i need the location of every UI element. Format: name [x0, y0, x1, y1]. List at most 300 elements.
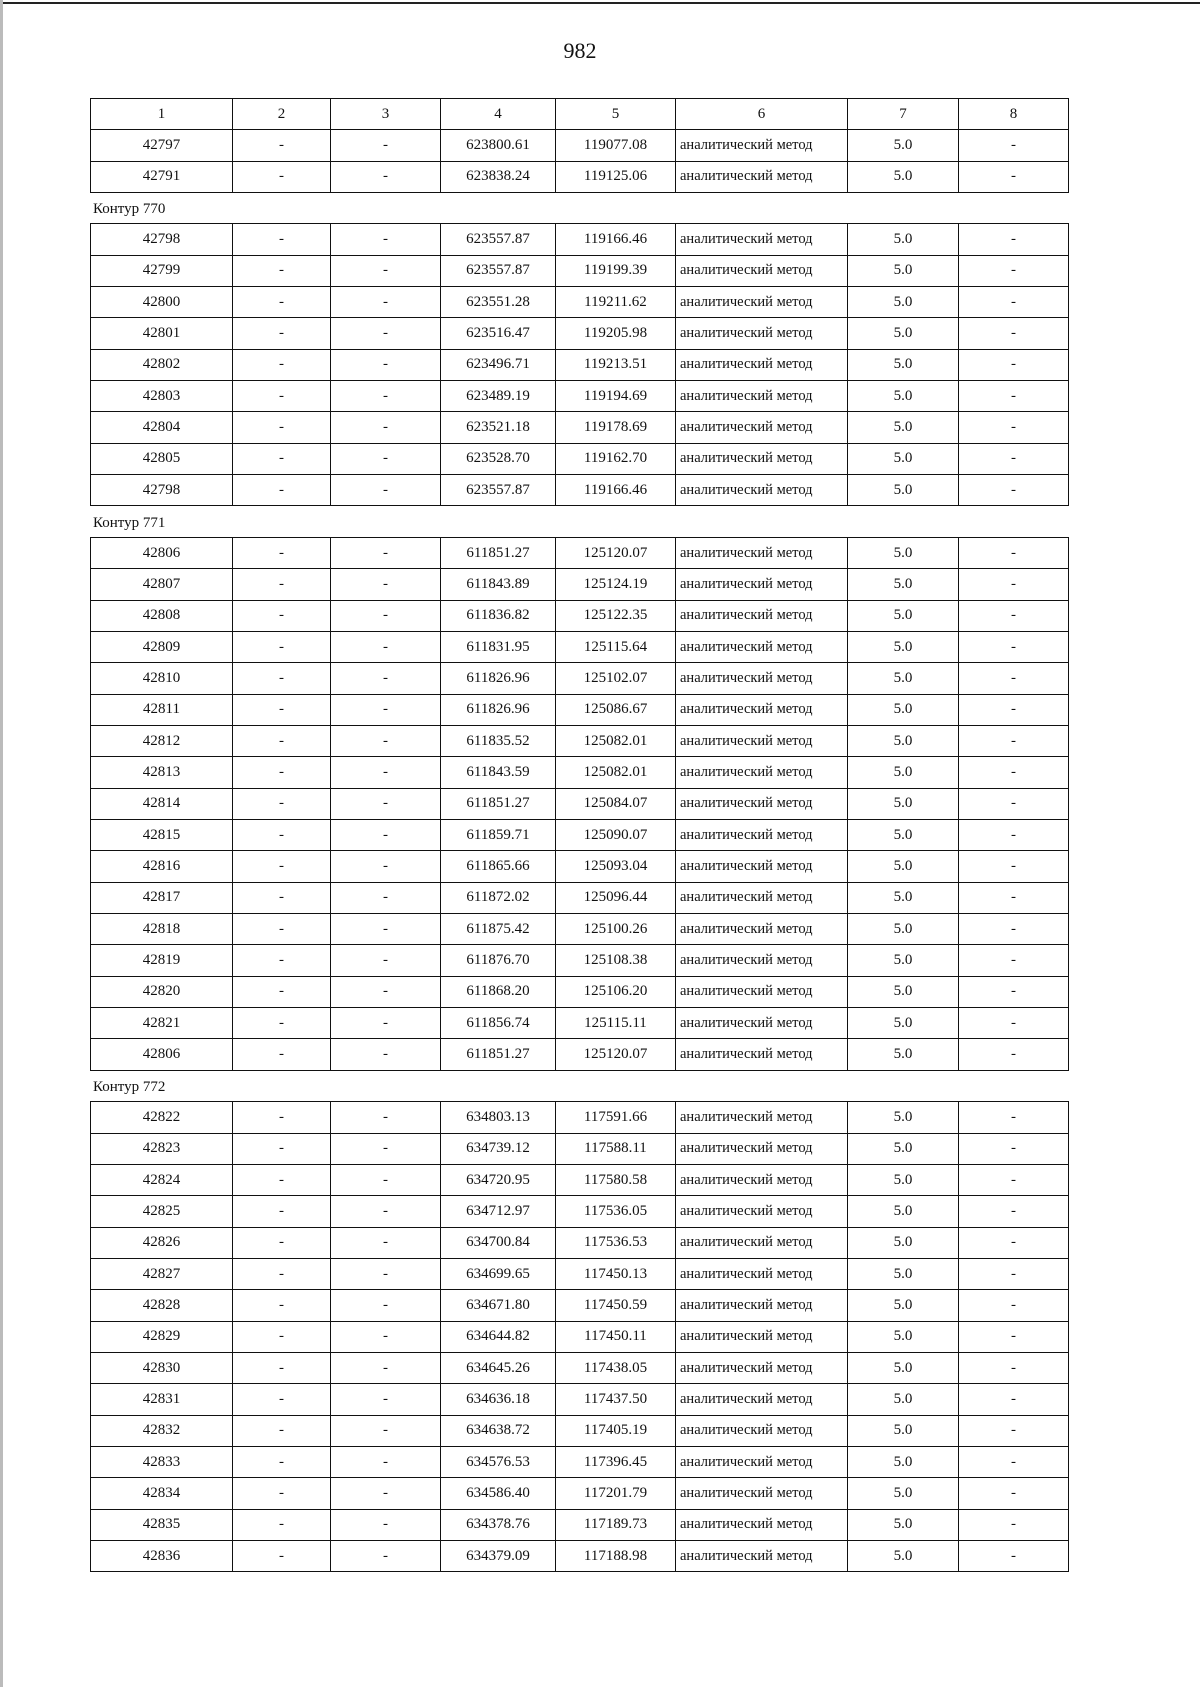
table-cell: 125102.07	[556, 663, 676, 694]
table-cell: 5.0	[848, 882, 959, 913]
table-cell: -	[331, 1164, 441, 1195]
table-cell: 117450.59	[556, 1290, 676, 1321]
table-row	[91, 631, 1069, 662]
contour-label: Контур 772	[93, 1078, 166, 1095]
table-cell: -	[233, 1133, 331, 1164]
table-cell: -	[959, 851, 1069, 882]
table-cell: 117396.45	[556, 1446, 676, 1477]
table-cell: -	[233, 819, 331, 850]
table-cell: аналитический метод	[676, 1227, 848, 1258]
table-row	[91, 569, 1069, 600]
table-cell: -	[233, 318, 331, 349]
table-cell: 5.0	[848, 1164, 959, 1195]
table-row	[91, 1384, 1069, 1415]
table-row	[91, 1039, 1069, 1070]
table-cell: 42823	[91, 1133, 233, 1164]
table-cell: -	[331, 1541, 441, 1572]
table-cell: 119199.39	[556, 255, 676, 286]
table-cell: -	[331, 600, 441, 631]
table-cell: -	[959, 412, 1069, 443]
table-cell: 5.0	[848, 1290, 959, 1321]
table-cell: -	[233, 914, 331, 945]
table-cell: 5.0	[848, 1227, 959, 1258]
table-row	[91, 287, 1069, 318]
table-row	[91, 475, 1069, 506]
table-cell: -	[331, 1509, 441, 1540]
table-cell: -	[331, 224, 441, 255]
header-cell: 7	[848, 99, 959, 130]
table-cell: -	[959, 537, 1069, 568]
table-cell: 119205.98	[556, 318, 676, 349]
table-cell: 634700.84	[441, 1227, 556, 1258]
table-cell: 5.0	[848, 1321, 959, 1352]
table-cell: 42814	[91, 788, 233, 819]
table-cell: -	[233, 1196, 331, 1227]
table-cell: 5.0	[848, 1509, 959, 1540]
table-cell: аналитический метод	[676, 1541, 848, 1572]
table-row	[91, 694, 1069, 725]
contour-label: Контур 771	[93, 514, 166, 531]
table-cell: -	[233, 1478, 331, 1509]
table-cell: аналитический метод	[676, 1478, 848, 1509]
table-row	[91, 976, 1069, 1007]
table-cell: -	[959, 161, 1069, 192]
table-cell: аналитический метод	[676, 851, 848, 882]
table-cell: 5.0	[848, 663, 959, 694]
table-cell: 611826.96	[441, 694, 556, 725]
table-cell: 42798	[91, 475, 233, 506]
table-cell: -	[331, 1196, 441, 1227]
table-cell: 117188.98	[556, 1541, 676, 1572]
table-cell: 117450.11	[556, 1321, 676, 1352]
table-cell: 125100.26	[556, 914, 676, 945]
table-cell: аналитический метод	[676, 412, 848, 443]
table-cell: 42803	[91, 381, 233, 412]
table-cell: аналитический метод	[676, 945, 848, 976]
table-cell: 117588.11	[556, 1133, 676, 1164]
table-cell: -	[959, 788, 1069, 819]
table-cell: -	[233, 788, 331, 819]
table-row	[91, 914, 1069, 945]
table-cell: -	[233, 287, 331, 318]
table-cell: -	[233, 882, 331, 913]
table-row	[91, 161, 1069, 192]
table-row	[91, 224, 1069, 255]
table-cell: -	[233, 224, 331, 255]
table-cell: 611835.52	[441, 725, 556, 756]
table-cell: аналитический метод	[676, 224, 848, 255]
table-cell: -	[959, 725, 1069, 756]
table-cell: 125106.20	[556, 976, 676, 1007]
table-cell: аналитический метод	[676, 882, 848, 913]
table-cell: -	[233, 694, 331, 725]
table-cell: аналитический метод	[676, 1133, 848, 1164]
table-cell: 42826	[91, 1227, 233, 1258]
table-row	[91, 1102, 1069, 1133]
table-cell: -	[233, 569, 331, 600]
table-cell: -	[233, 1258, 331, 1289]
table-cell: -	[233, 1164, 331, 1195]
header-cell: 4	[441, 99, 556, 130]
table-cell: -	[959, 224, 1069, 255]
table-row	[91, 443, 1069, 474]
table-cell: 623838.24	[441, 161, 556, 192]
table-cell: 125124.19	[556, 569, 676, 600]
table-header	[90, 98, 1069, 130]
table-cell: 5.0	[848, 1102, 959, 1133]
table-row	[91, 1446, 1069, 1477]
table-cell: 125082.01	[556, 725, 676, 756]
table-cell: -	[233, 1321, 331, 1352]
table-cell: 5.0	[848, 1008, 959, 1039]
header-cell: 1	[91, 99, 233, 130]
table-row	[91, 1258, 1069, 1289]
table-cell: 611865.66	[441, 851, 556, 882]
table-cell: аналитический метод	[676, 1321, 848, 1352]
table-cell: 5.0	[848, 851, 959, 882]
table-cell: аналитический метод	[676, 1446, 848, 1477]
table-cell: аналитический метод	[676, 130, 848, 161]
table-cell: 623557.87	[441, 475, 556, 506]
table-cell: 42800	[91, 287, 233, 318]
table-cell: 117405.19	[556, 1415, 676, 1446]
table-cell: аналитический метод	[676, 600, 848, 631]
table-row	[91, 851, 1069, 882]
table-cell: 125093.04	[556, 851, 676, 882]
table-cell: 42810	[91, 663, 233, 694]
table-row	[91, 819, 1069, 850]
table-cell: -	[331, 694, 441, 725]
table-cell: -	[959, 1039, 1069, 1070]
table-cell: 611851.27	[441, 537, 556, 568]
table-cell: -	[959, 1008, 1069, 1039]
table-cell: 634378.76	[441, 1509, 556, 1540]
table-cell: -	[959, 1541, 1069, 1572]
table-cell: 42833	[91, 1446, 233, 1477]
table-cell: -	[959, 130, 1069, 161]
table-cell: -	[331, 1008, 441, 1039]
table-cell: 611851.27	[441, 1039, 556, 1070]
table-cell: -	[331, 976, 441, 1007]
table-cell: 5.0	[848, 725, 959, 756]
table-cell: 42808	[91, 600, 233, 631]
table-cell: 42802	[91, 349, 233, 380]
table-cell: 5.0	[848, 1384, 959, 1415]
table-cell: 42805	[91, 443, 233, 474]
table-cell: 634720.95	[441, 1164, 556, 1195]
table-cell: аналитический метод	[676, 757, 848, 788]
table-cell: -	[959, 1164, 1069, 1195]
table-cell: 42820	[91, 976, 233, 1007]
table-cell: аналитический метод	[676, 287, 848, 318]
table-row	[91, 318, 1069, 349]
header-cell: 8	[959, 99, 1069, 130]
coordinates-table	[90, 537, 1069, 1071]
table-cell: -	[959, 694, 1069, 725]
table-cell: 5.0	[848, 475, 959, 506]
table-cell: 117580.58	[556, 1164, 676, 1195]
table-cell: 42806	[91, 1039, 233, 1070]
table-cell: 125084.07	[556, 788, 676, 819]
header-cell: 2	[233, 99, 331, 130]
table-cell: -	[331, 443, 441, 474]
table-cell: -	[331, 1133, 441, 1164]
table-cell: 5.0	[848, 694, 959, 725]
table-cell: 5.0	[848, 537, 959, 568]
table-cell: 42813	[91, 757, 233, 788]
table-cell: -	[331, 130, 441, 161]
table-cell: -	[331, 537, 441, 568]
table-cell: аналитический метод	[676, 1102, 848, 1133]
table-cell: -	[331, 851, 441, 882]
table-cell: -	[331, 412, 441, 443]
table-cell: 623489.19	[441, 381, 556, 412]
table-cell: -	[233, 1384, 331, 1415]
table-cell: 119125.06	[556, 161, 676, 192]
table-cell: 42791	[91, 161, 233, 192]
table-cell: -	[331, 318, 441, 349]
table-cell: 611875.42	[441, 914, 556, 945]
table-row	[91, 1290, 1069, 1321]
table-cell: -	[959, 1352, 1069, 1383]
table-cell: -	[233, 851, 331, 882]
table-cell: 117189.73	[556, 1509, 676, 1540]
table-cell: -	[331, 788, 441, 819]
table-cell: -	[233, 663, 331, 694]
table-cell: -	[959, 1227, 1069, 1258]
table-cell: -	[233, 1102, 331, 1133]
table-cell: -	[233, 725, 331, 756]
table-cell: -	[959, 976, 1069, 1007]
table-cell: 5.0	[848, 381, 959, 412]
table-cell: 119211.62	[556, 287, 676, 318]
coordinates-table	[90, 223, 1069, 506]
table-cell: -	[959, 287, 1069, 318]
table-cell: 5.0	[848, 945, 959, 976]
table-cell: -	[959, 1102, 1069, 1133]
table-cell: 5.0	[848, 631, 959, 662]
table-cell: 5.0	[848, 1133, 959, 1164]
table-cell: -	[959, 569, 1069, 600]
table-cell: -	[959, 318, 1069, 349]
table-cell: -	[331, 882, 441, 913]
table-cell: -	[233, 475, 331, 506]
table-row	[91, 537, 1069, 568]
table-cell: 42836	[91, 1541, 233, 1572]
table-cell: 623557.87	[441, 255, 556, 286]
table-cell: 119194.69	[556, 381, 676, 412]
table-cell: аналитический метод	[676, 1384, 848, 1415]
table-cell: -	[959, 1321, 1069, 1352]
table-cell: -	[331, 349, 441, 380]
table-cell: аналитический метод	[676, 1352, 848, 1383]
table-cell: -	[331, 1321, 441, 1352]
table-cell: 623496.71	[441, 349, 556, 380]
table-cell: 42824	[91, 1164, 233, 1195]
table-cell: -	[233, 1509, 331, 1540]
table-row	[91, 255, 1069, 286]
contour-label: Контур 770	[93, 201, 166, 218]
table-cell: 42798	[91, 224, 233, 255]
table-cell: -	[959, 1446, 1069, 1477]
table-cell: 634644.82	[441, 1321, 556, 1352]
table-cell: 634671.80	[441, 1290, 556, 1321]
table-cell: 623521.18	[441, 412, 556, 443]
table-row	[91, 1541, 1069, 1572]
table-cell: -	[959, 1258, 1069, 1289]
table-cell: -	[959, 882, 1069, 913]
table-cell: -	[233, 537, 331, 568]
coordinates-table	[90, 129, 1069, 193]
table-cell: 5.0	[848, 819, 959, 850]
table-cell: 634379.09	[441, 1541, 556, 1572]
scan-left-edge	[0, 0, 3, 1687]
table-cell: -	[959, 1509, 1069, 1540]
table-cell: 42818	[91, 914, 233, 945]
table-cell: 611843.59	[441, 757, 556, 788]
table-cell: -	[959, 1133, 1069, 1164]
table-cell: 5.0	[848, 412, 959, 443]
table-cell: -	[331, 475, 441, 506]
table-cell: -	[959, 945, 1069, 976]
table-cell: 119213.51	[556, 349, 676, 380]
table-cell: аналитический метод	[676, 318, 848, 349]
table-cell: аналитический метод	[676, 694, 848, 725]
table-cell: 42804	[91, 412, 233, 443]
table-cell: 5.0	[848, 976, 959, 1007]
table-cell: аналитический метод	[676, 976, 848, 1007]
table-cell: 125108.38	[556, 945, 676, 976]
table-cell: -	[959, 631, 1069, 662]
table-cell: 5.0	[848, 1541, 959, 1572]
table-cell: -	[233, 1008, 331, 1039]
table-cell: 5.0	[848, 130, 959, 161]
table-cell: -	[233, 1415, 331, 1446]
table-cell: -	[959, 1384, 1069, 1415]
table-cell: -	[331, 1258, 441, 1289]
table-cell: 611851.27	[441, 788, 556, 819]
table-cell: аналитический метод	[676, 1258, 848, 1289]
table-cell: 117536.53	[556, 1227, 676, 1258]
table-cell: -	[959, 1290, 1069, 1321]
table-cell: -	[331, 1415, 441, 1446]
table-cell: 634803.13	[441, 1102, 556, 1133]
table-cell: -	[331, 381, 441, 412]
table-cell: 611876.70	[441, 945, 556, 976]
table-cell: 42817	[91, 882, 233, 913]
table-cell: аналитический метод	[676, 1039, 848, 1070]
table-cell: -	[331, 1352, 441, 1383]
table-cell: 42831	[91, 1384, 233, 1415]
table-cell: 5.0	[848, 600, 959, 631]
table-cell: 5.0	[848, 569, 959, 600]
table-cell: 42816	[91, 851, 233, 882]
table-row	[91, 130, 1069, 161]
table-cell: 5.0	[848, 757, 959, 788]
table-cell: -	[233, 1541, 331, 1572]
table-cell: -	[233, 255, 331, 286]
table-cell: -	[233, 757, 331, 788]
table-cell: -	[331, 1478, 441, 1509]
table-cell: 125115.64	[556, 631, 676, 662]
table-cell: -	[959, 757, 1069, 788]
table-cell: -	[331, 287, 441, 318]
table-cell: 42811	[91, 694, 233, 725]
table-cell: 42825	[91, 1196, 233, 1227]
table-row	[91, 1478, 1069, 1509]
table-cell: -	[331, 725, 441, 756]
table-row	[91, 1164, 1069, 1195]
table-cell: аналитический метод	[676, 443, 848, 474]
table-row	[91, 1133, 1069, 1164]
table-cell: 5.0	[848, 1039, 959, 1070]
table-cell: 5.0	[848, 914, 959, 945]
table-cell: аналитический метод	[676, 1415, 848, 1446]
table-cell: 42822	[91, 1102, 233, 1133]
table-cell: -	[959, 600, 1069, 631]
table-cell: аналитический метод	[676, 475, 848, 506]
table-row	[91, 1509, 1069, 1540]
table-row	[91, 945, 1069, 976]
table-cell: -	[233, 1446, 331, 1477]
table-cell: 42827	[91, 1258, 233, 1289]
table-row	[91, 600, 1069, 631]
table-cell: -	[233, 1290, 331, 1321]
table-cell: -	[233, 631, 331, 662]
table-cell: 125082.01	[556, 757, 676, 788]
table-row	[91, 1352, 1069, 1383]
table-cell: 634739.12	[441, 1133, 556, 1164]
table-cell: 117591.66	[556, 1102, 676, 1133]
table-cell: 42801	[91, 318, 233, 349]
table-row	[91, 882, 1069, 913]
table-cell: аналитический метод	[676, 1008, 848, 1039]
table-cell: -	[331, 819, 441, 850]
table-cell: -	[959, 819, 1069, 850]
table-cell: -	[959, 381, 1069, 412]
table-cell: 117437.50	[556, 1384, 676, 1415]
table-cell: -	[233, 1227, 331, 1258]
table-cell: -	[233, 976, 331, 1007]
table-cell: 42829	[91, 1321, 233, 1352]
table-cell: 634638.72	[441, 1415, 556, 1446]
table-cell: аналитический метод	[676, 914, 848, 945]
table-cell: 42809	[91, 631, 233, 662]
table-row	[91, 412, 1069, 443]
table-row	[91, 757, 1069, 788]
table-cell: -	[959, 1196, 1069, 1227]
table-cell: 5.0	[848, 788, 959, 819]
table-cell: -	[233, 1039, 331, 1070]
table-cell: -	[331, 569, 441, 600]
table-cell: аналитический метод	[676, 1164, 848, 1195]
table-cell: 634576.53	[441, 1446, 556, 1477]
table-cell: 117438.05	[556, 1352, 676, 1383]
header-cell: 3	[331, 99, 441, 130]
table-cell: аналитический метод	[676, 1509, 848, 1540]
table-cell: -	[233, 1352, 331, 1383]
table-row	[91, 725, 1069, 756]
table-cell: -	[233, 443, 331, 474]
table-cell: 125122.35	[556, 600, 676, 631]
table-cell: -	[233, 349, 331, 380]
table-row	[91, 663, 1069, 694]
header-row	[91, 99, 1069, 130]
table-row	[91, 1415, 1069, 1446]
table-cell: -	[331, 1290, 441, 1321]
table-cell: 42821	[91, 1008, 233, 1039]
table-cell: 623528.70	[441, 443, 556, 474]
